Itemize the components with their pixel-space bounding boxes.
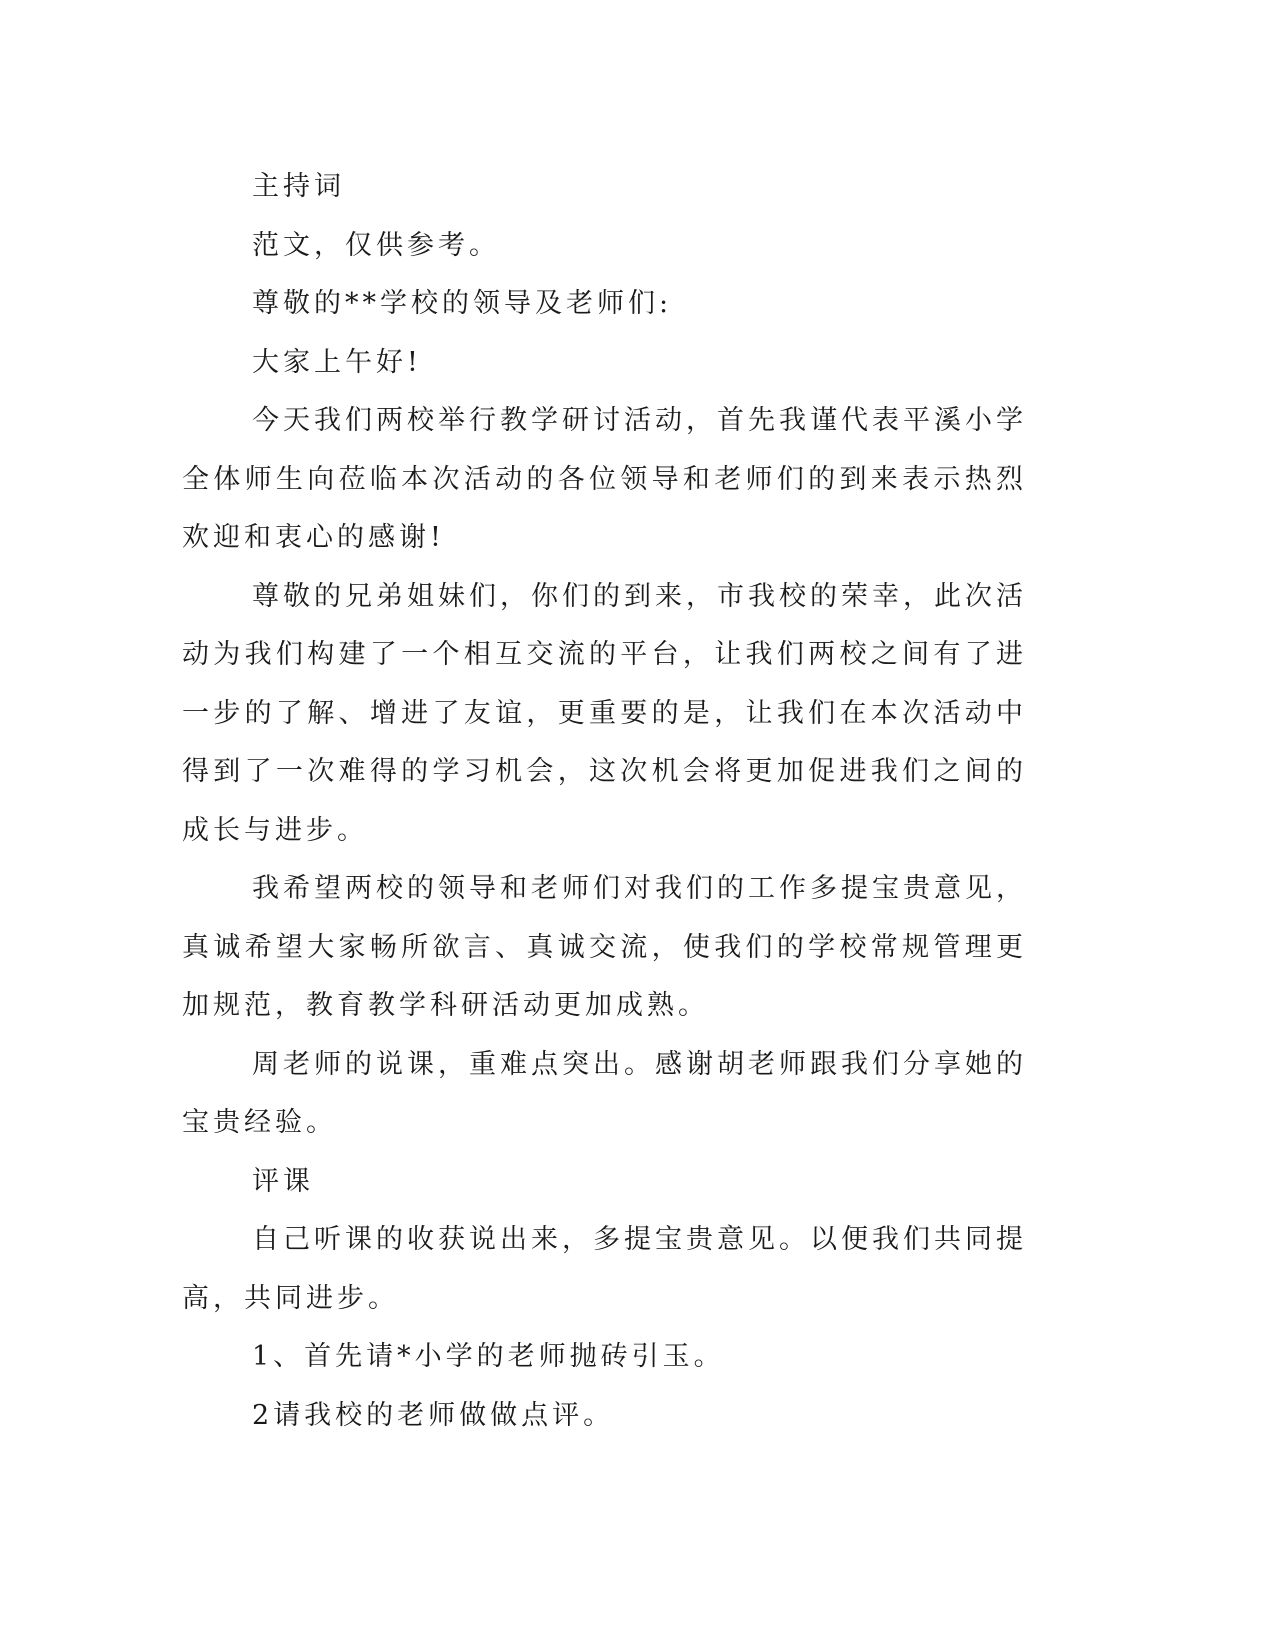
salutation: 尊敬的**学校的领导及老师们:	[252, 288, 673, 319]
paragraph: 今天我们两校举行教学研讨活动，首先我谨代表平溪小学全体师生向莅临本次活动的各位领导和老师们的到来表示热烈欢迎和衷心的感谢!	[182, 405, 1027, 553]
list-item: 2请我校的老师做做点评。	[252, 1399, 615, 1431]
document-title: 主持词	[252, 171, 345, 202]
paragraph: 范文，仅供参考。	[252, 229, 500, 261]
list-item: 1、首先请*小学的老师抛砖引玉。	[252, 1341, 725, 1372]
paragraph: 尊敬的兄弟姐妹们，你们的到来，市我校的荣幸，此次活动为我们构建了一个相互交流的平台，让我们两校之间有了进一步的了解、增进了友谊，更重要的是，让我们在本次活动中得到了一次难得的学习机会，这次机会将更加促进我们之间的成长与进步。	[182, 580, 1027, 846]
section-heading: 评课	[252, 1165, 314, 1197]
paragraph: 周老师的说课，重难点突出。感谢胡老师跟我们分享她的宝贵经验。	[182, 1048, 1027, 1138]
greeting: 大家上午好!	[252, 346, 422, 378]
document-body	[182, 158, 1027, 1445]
paragraph: 我希望两校的领导和老师们对我们的工作多提宝贵意见，真诚希望大家畅所欲言、真诚交流，使我们的学校常规管理更加规范，教育教学科研活动更加成熟。	[182, 873, 1027, 1021]
paragraph: 自己听课的收获说出来，多提宝贵意见。以便我们共同提高，共同进步。	[182, 1224, 1027, 1314]
